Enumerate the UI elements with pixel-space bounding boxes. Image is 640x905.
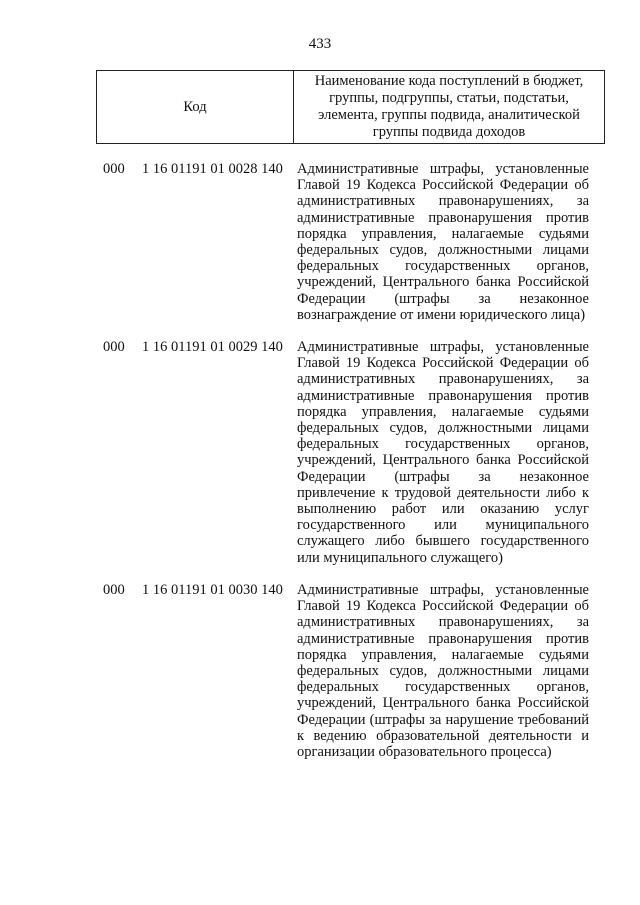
table-header xyxy=(96,70,605,144)
income-description: Административные штрафы, установленные Главой 19 Кодекса Российской Федерации об административных правонарушениях, за административные правонарушения против порядка управления, налагаемые судьями федеральных судов, должностными лицами федеральных государственных органов, учреждений, Центрального банка Российской Федерации (штрафы за нарушение требований к ведению образовательной деятельности и организации образовательного процесса) xyxy=(297,582,589,761)
income-code: 1 16 01191 01 0028 140 xyxy=(142,161,283,177)
income-code: 1 16 01191 01 0030 140 xyxy=(142,582,283,598)
admin-code: 000 xyxy=(103,582,125,598)
income-code: 1 16 01191 01 0029 140 xyxy=(142,339,283,355)
admin-code: 000 xyxy=(103,161,125,177)
header-code-column xyxy=(97,71,294,143)
header-name-label: Наименование кода поступлений в бюджет, группы, подгруппы, статьи, подстатьи, элемента, группы подвида, аналитической группы подвида доходов xyxy=(314,73,584,140)
admin-code: 000 xyxy=(103,339,125,355)
page-number: 433 xyxy=(308,36,332,52)
header-code-label: Код xyxy=(183,98,207,115)
header-name-column xyxy=(294,71,604,143)
income-description: Административные штрафы, установленные Главой 19 Кодекса Российской Федерации об административных правонарушениях, за административные правонарушения против порядка управления, налагаемые судьями федеральных судов, должностными лицами федеральных государственных органов, учреждений, Центрального банка Российской Федерации (штрафы за незаконное вознаграждение от имени юридического лица) xyxy=(297,161,589,323)
income-description: Административные штрафы, установленные Главой 19 Кодекса Российской Федерации об административных правонарушениях, за административные правонарушения против порядка управления, налагаемые судьями федеральных судов, должностными лицами федеральных государственных органов, учреждений, Центрального банка Российской Федерации (штрафы за незаконное привлечение к трудовой деятельности либо к выполнению работ или оказанию услуг государственного или муниципального служащего либо бывшего государственного или муниципального служащего) xyxy=(297,339,589,566)
